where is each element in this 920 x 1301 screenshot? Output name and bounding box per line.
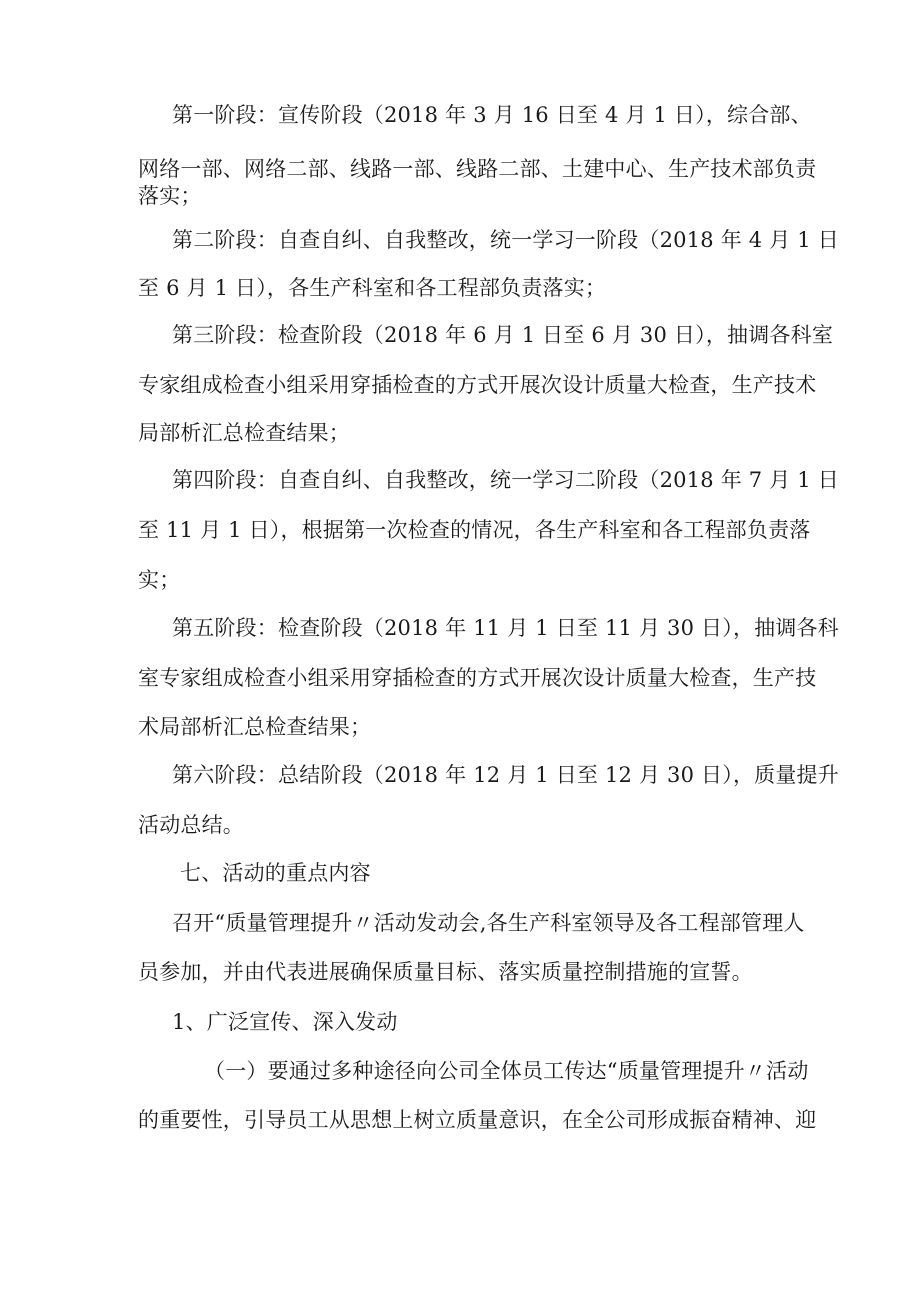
text-line: 第一阶段：宣传阶段（2018 年 3 月 16 日至 4 月 1 日），综合部、 (172, 103, 812, 127)
text-line: 术局部析汇总检查结果； (138, 715, 372, 739)
subheading: 1、广泛宣传、深入发动 (172, 1010, 398, 1034)
text-line: 实； (138, 568, 181, 592)
text-line: 网络一部、网络二部、线路一部、线路二部、土建中心、生产技术部负责 (138, 157, 817, 181)
text-line: 员参加，并由代表进展确保质量目标、落实质量控制措施的宣誓。 (138, 960, 753, 984)
text-line: 活动总结。 (138, 813, 244, 837)
text-line: 的重要性，引导员工从思想上树立质量意识，在全公司形成振奋精神、迎 (138, 1108, 817, 1132)
text-line: 第四阶段：自查自纠、自我整改，统一学习二阶段（2018 年 7 月 1 日 (172, 468, 839, 492)
text-line: 第六阶段：总结阶段（2018 年 12 月 1 日至 12 月 30 日），质量提升 (172, 763, 839, 787)
text-line: 室专家组成检查小组采用穿插检查的方式开展次设计质量大检查，生产技 (138, 666, 817, 690)
text-line: 至 6 月 1 日），各生产科室和各工程部负责落实； (138, 276, 607, 300)
text-line: 召开“质量管理提升〃活动发动会,各生产科室领导及各工程部管理人 (172, 911, 805, 935)
text-line: 第三阶段：检查阶段（2018 年 6 月 1 日至 6 月 30 日），抽调各科室 (172, 323, 834, 347)
text-line: （一）要通过多种途径向公司全体员工传达“质量管理提升〃活动 (204, 1059, 809, 1083)
text-line: 第五阶段：检查阶段（2018 年 11 月 1 日至 11 月 30 日），抽调各科 (172, 616, 839, 640)
text-line: 专家组成检查小组采用穿插检查的方式开展次设计质量大检查，生产技术 (138, 373, 817, 397)
section-heading: 七、活动的重点内容 (180, 861, 371, 885)
text-line: 落实； (138, 184, 202, 208)
text-line: 至 11 月 1 日），根据第一次检查的情况，各生产科室和各工程部负责落 (138, 518, 811, 542)
text-line: 局部析汇总检查结果； (138, 421, 350, 445)
text-line: 第二阶段：自查自纠、自我整改，统一学习一阶段（2018 年 4 月 1 日 (172, 228, 839, 252)
